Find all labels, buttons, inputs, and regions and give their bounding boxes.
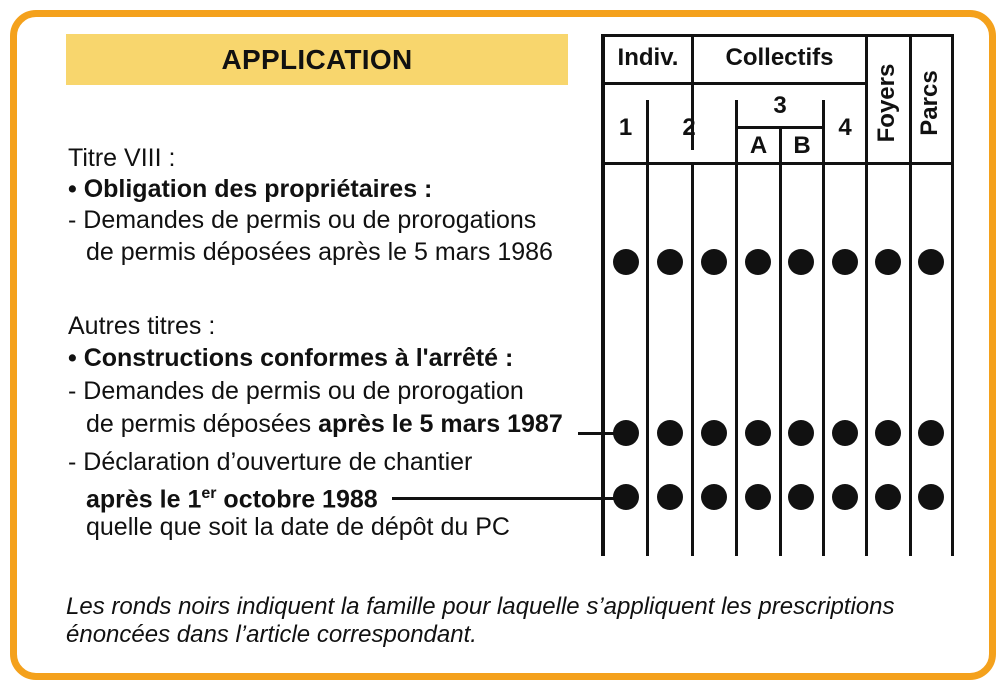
page-title: APPLICATION — [221, 43, 413, 75]
footnote — [66, 593, 894, 649]
applies-dot — [701, 420, 727, 446]
applies-dot — [875, 420, 901, 446]
vline-3 — [735, 100, 738, 556]
applies-dot — [613, 420, 639, 446]
vline-1 — [646, 100, 649, 556]
footnote-line1: Les ronds noirs indiquent la famille pour laquelle s’appliquent les prescriptions — [66, 593, 895, 620]
applies-dot — [657, 420, 683, 446]
header-parcs: Parcs — [916, 70, 943, 136]
vline-2b — [691, 162, 694, 556]
section2-item1-line2-bold: après le 5 mars 1987 — [318, 410, 563, 438]
section1-item-line1: - Demandes de permis ou de prorogations — [68, 206, 537, 234]
section2-heading: Autres titres : — [68, 312, 216, 340]
applies-dot — [613, 249, 639, 275]
applies-dot — [745, 249, 771, 275]
col-1: 1 — [618, 114, 633, 141]
applies-dot — [788, 249, 814, 275]
table-numbers-divider — [602, 162, 954, 165]
header-collectifs: Collectifs — [725, 44, 834, 71]
section2-item1-line1: - Demandes de permis ou de prorogation — [68, 377, 524, 405]
section2-item2-line3: quelle que soit la date de dépôt du PC — [86, 513, 510, 541]
applies-dot — [657, 484, 683, 510]
applies-dot — [701, 484, 727, 510]
col-2: 2 — [682, 114, 696, 141]
header-indiv: Indiv. — [617, 44, 679, 71]
header-foyers: Foyers — [873, 63, 900, 143]
section2-item2-line2-sup: er — [201, 485, 217, 502]
applies-dot — [657, 249, 683, 275]
applies-dot — [918, 249, 944, 275]
section2-bullet: • Constructions conformes à l'arrêté : — [68, 344, 514, 372]
applies-dot — [788, 484, 814, 510]
section1-heading: Titre VIII : — [68, 144, 176, 172]
col-3b: B — [793, 132, 811, 159]
vline-6 — [865, 34, 868, 556]
applies-dot — [832, 484, 858, 510]
title-banner — [66, 34, 568, 85]
table-header-divider — [602, 82, 866, 85]
applies-dot — [745, 484, 771, 510]
section2-item1-line2 — [68, 409, 563, 439]
applies-dot — [832, 249, 858, 275]
section1-item-line2: de permis déposées après le 5 mars 1986 — [86, 238, 553, 266]
applies-dot — [613, 484, 639, 510]
section1-bullet: • Obligation des propriétaires : — [68, 175, 433, 203]
col-3a: A — [749, 132, 768, 159]
vline-7 — [909, 34, 912, 556]
vline-8 — [951, 34, 954, 556]
applies-dot — [832, 420, 858, 446]
applies-dot — [788, 420, 814, 446]
section2-item2-line2 — [68, 479, 378, 514]
applies-dot — [875, 484, 901, 510]
applies-dot — [918, 484, 944, 510]
section2-item2-line2-b: octobre 1988 — [216, 485, 378, 514]
section2-item2-line1: - Déclaration d’ouverture de chantier — [68, 448, 473, 476]
applies-dot — [701, 249, 727, 275]
vline-4 — [779, 126, 782, 556]
applies-dot — [745, 420, 771, 446]
section2-item2-line2-a: après le 1 — [86, 485, 202, 514]
leader-line-1988 — [392, 497, 622, 500]
col-4: 4 — [838, 114, 852, 141]
applies-dot — [875, 249, 901, 275]
table-top-border — [602, 34, 954, 37]
col-3: 3 — [773, 92, 787, 119]
section2-item1-line2-plain: de permis déposées — [86, 410, 319, 438]
vline-5 — [822, 100, 825, 556]
footnote-line2: énoncées dans l’article correspondant. — [66, 621, 477, 648]
applies-dot — [918, 420, 944, 446]
vline-0 — [601, 34, 605, 556]
